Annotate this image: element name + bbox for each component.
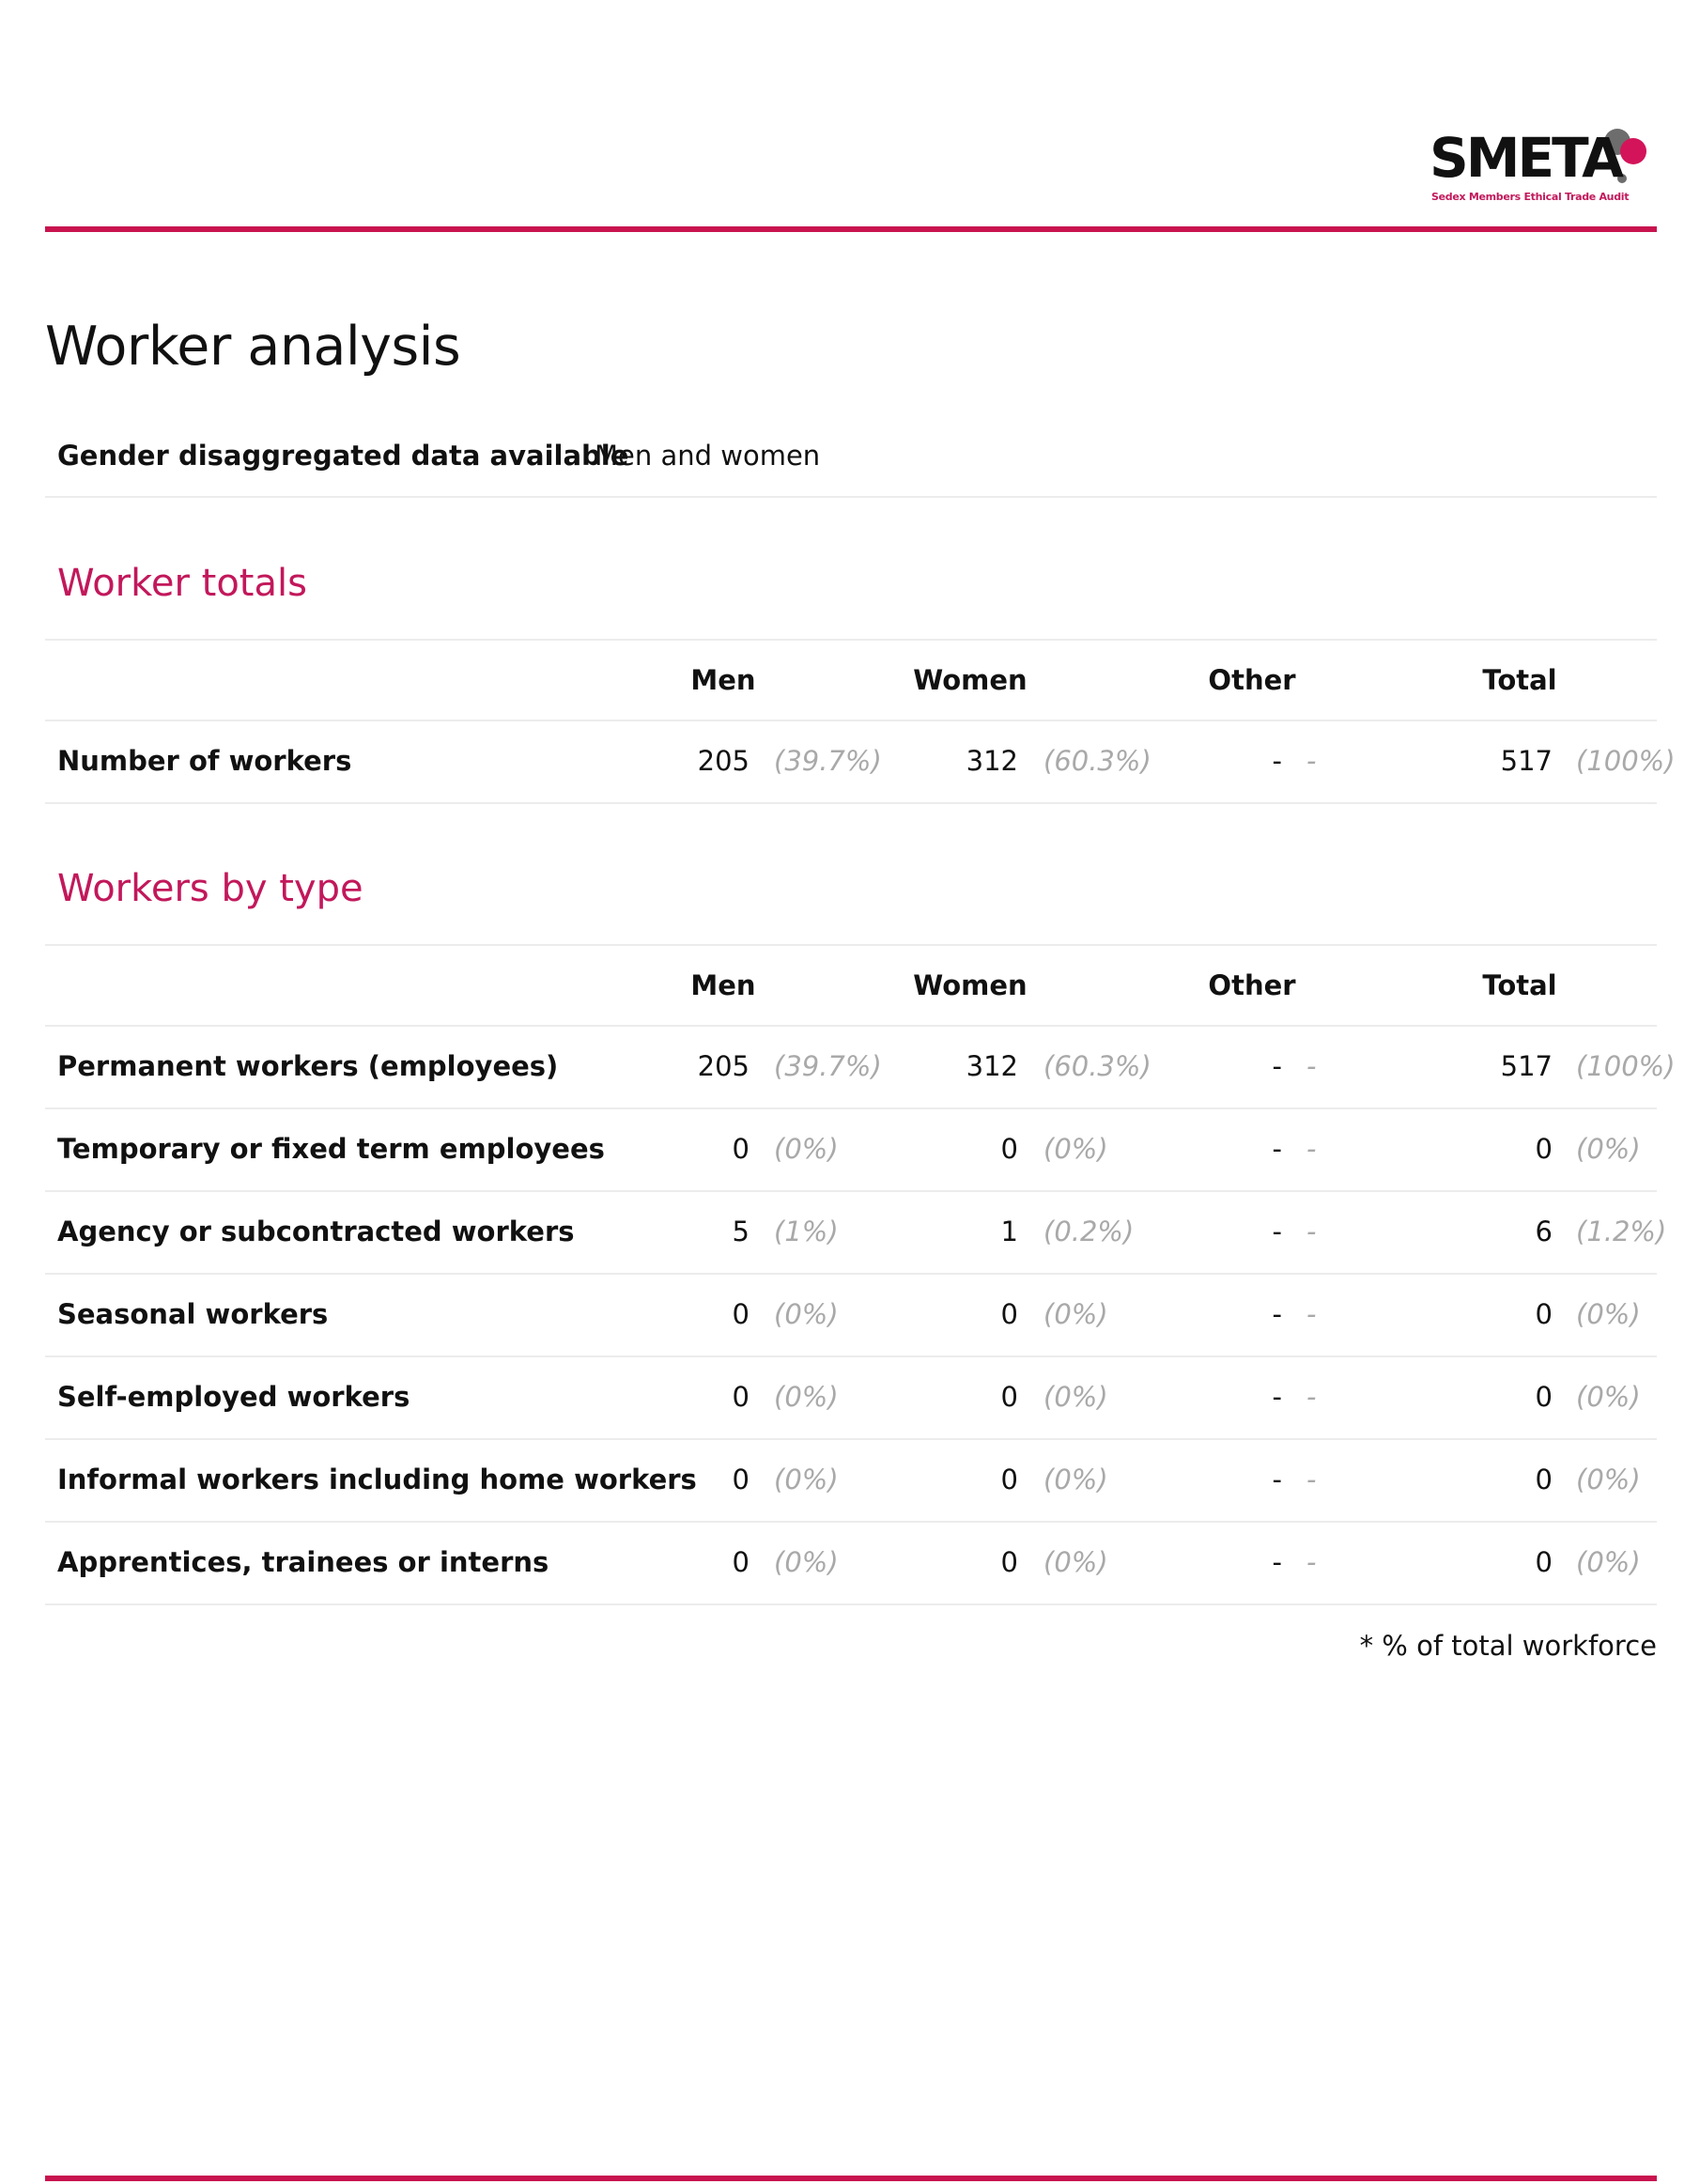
logo-pink-circle (1620, 138, 1646, 164)
women-percent: (0%) (1043, 1546, 1108, 1578)
row-label: Self-employed workers (57, 1381, 410, 1413)
column-header-other: Other (1208, 969, 1296, 1001)
total-percent: (100%) (1576, 1050, 1676, 1082)
men-count: 0 (732, 1546, 750, 1578)
table-row (45, 1523, 1657, 1605)
header-divider (45, 226, 1657, 232)
men-percent: (1%) (774, 1216, 839, 1247)
logo-wordmark: SMETA (1430, 126, 1622, 190)
page-title: Worker analysis (45, 316, 461, 378)
women-count: 312 (966, 1050, 1018, 1082)
total-count: 517 (1500, 745, 1553, 777)
men-count: 205 (697, 745, 750, 777)
table-row (45, 1440, 1657, 1523)
women-count: 0 (1000, 1298, 1018, 1330)
women-percent: (0%) (1043, 1381, 1108, 1413)
other-count: - (1272, 1381, 1282, 1413)
men-percent: (0%) (774, 1298, 839, 1330)
gender-data-label: Gender disaggregated data available (57, 440, 629, 472)
row-label: Agency or subcontracted workers (57, 1216, 575, 1247)
total-percent: (0%) (1576, 1546, 1641, 1578)
table-row (45, 1192, 1667, 1275)
other-count: - (1272, 1133, 1282, 1165)
men-percent: (39.7%) (774, 1050, 882, 1082)
total-percent: (100%) (1576, 745, 1676, 777)
other-percent: - (1306, 1298, 1317, 1330)
total-percent: (0%) (1576, 1298, 1641, 1330)
smeta-logo (1423, 127, 1658, 211)
men-count: 0 (732, 1464, 750, 1495)
women-percent: (0%) (1043, 1133, 1108, 1165)
footnote: * % of total workforce (1359, 1630, 1657, 1662)
table-header-row (45, 639, 1657, 721)
gender-data-value: Men and women (595, 440, 821, 472)
total-percent: (0%) (1576, 1464, 1641, 1495)
total-percent: (1.2%) (1576, 1216, 1667, 1247)
total-percent: (0%) (1576, 1381, 1641, 1413)
row-label: Apprentices, trainees or interns (57, 1546, 549, 1578)
total-count: 0 (1535, 1298, 1553, 1330)
other-percent: - (1306, 1546, 1317, 1578)
other-count: - (1272, 1216, 1282, 1247)
column-header-women: Women (913, 664, 1028, 696)
women-percent: (0%) (1043, 1298, 1108, 1330)
women-count: 312 (966, 745, 1018, 777)
other-count: - (1272, 1298, 1282, 1330)
other-count: - (1272, 1050, 1282, 1082)
total-count: 0 (1535, 1133, 1553, 1165)
women-percent: (0.2%) (1043, 1216, 1135, 1247)
men-count: 5 (732, 1216, 750, 1247)
men-percent: (0%) (774, 1133, 839, 1165)
men-percent: (0%) (774, 1381, 839, 1413)
other-percent: - (1306, 1216, 1317, 1247)
other-count: - (1272, 745, 1282, 777)
row-label: Permanent workers (employees) (57, 1050, 559, 1082)
table-row (45, 1109, 1657, 1192)
men-percent: (0%) (774, 1546, 839, 1578)
column-header-total: Total (1482, 664, 1557, 696)
logo-tagline: Sedex Members Ethical Trade Audit (1431, 191, 1630, 203)
women-count: 1 (1000, 1216, 1018, 1247)
column-header-women: Women (913, 969, 1028, 1001)
total-count: 0 (1535, 1546, 1553, 1578)
women-percent: (60.3%) (1043, 745, 1151, 777)
row-label: Temporary or fixed term employees (57, 1133, 605, 1165)
column-header-men: Men (690, 969, 756, 1001)
men-percent: (39.7%) (774, 745, 882, 777)
total-count: 0 (1535, 1381, 1553, 1413)
other-percent: - (1306, 1050, 1317, 1082)
column-header-men: Men (690, 664, 756, 696)
men-percent: (0%) (774, 1464, 839, 1495)
workers-by-type-table (45, 944, 1676, 1605)
other-percent: - (1306, 745, 1317, 777)
row-label: Number of workers (57, 745, 352, 777)
gender-data-row (45, 413, 1657, 498)
women-percent: (60.3%) (1043, 1050, 1151, 1082)
women-percent: (0%) (1043, 1464, 1108, 1495)
men-count: 205 (697, 1050, 750, 1082)
table-row (45, 1027, 1676, 1109)
other-percent: - (1306, 1464, 1317, 1495)
table-header-row (45, 944, 1657, 1027)
footer-divider (45, 2176, 1657, 2181)
women-count: 0 (1000, 1464, 1018, 1495)
men-count: 0 (732, 1381, 750, 1413)
column-header-total: Total (1482, 969, 1557, 1001)
women-count: 0 (1000, 1546, 1018, 1578)
table-row (45, 1357, 1657, 1440)
table-row (45, 721, 1676, 804)
men-count: 0 (732, 1298, 750, 1330)
other-count: - (1272, 1546, 1282, 1578)
worker-totals-table (45, 639, 1676, 804)
other-count: - (1272, 1464, 1282, 1495)
total-count: 0 (1535, 1464, 1553, 1495)
row-label: Seasonal workers (57, 1298, 329, 1330)
row-label: Informal workers including home workers (57, 1464, 697, 1495)
women-count: 0 (1000, 1133, 1018, 1165)
other-percent: - (1306, 1133, 1317, 1165)
total-count: 517 (1500, 1050, 1553, 1082)
other-percent: - (1306, 1381, 1317, 1413)
men-count: 0 (732, 1133, 750, 1165)
worker-totals-title: Worker totals (57, 562, 307, 605)
table-row (45, 1275, 1657, 1357)
workers-by-type-title: Workers by type (57, 867, 363, 910)
women-count: 0 (1000, 1381, 1018, 1413)
total-percent: (0%) (1576, 1133, 1641, 1165)
column-header-other: Other (1208, 664, 1296, 696)
total-count: 6 (1535, 1216, 1553, 1247)
